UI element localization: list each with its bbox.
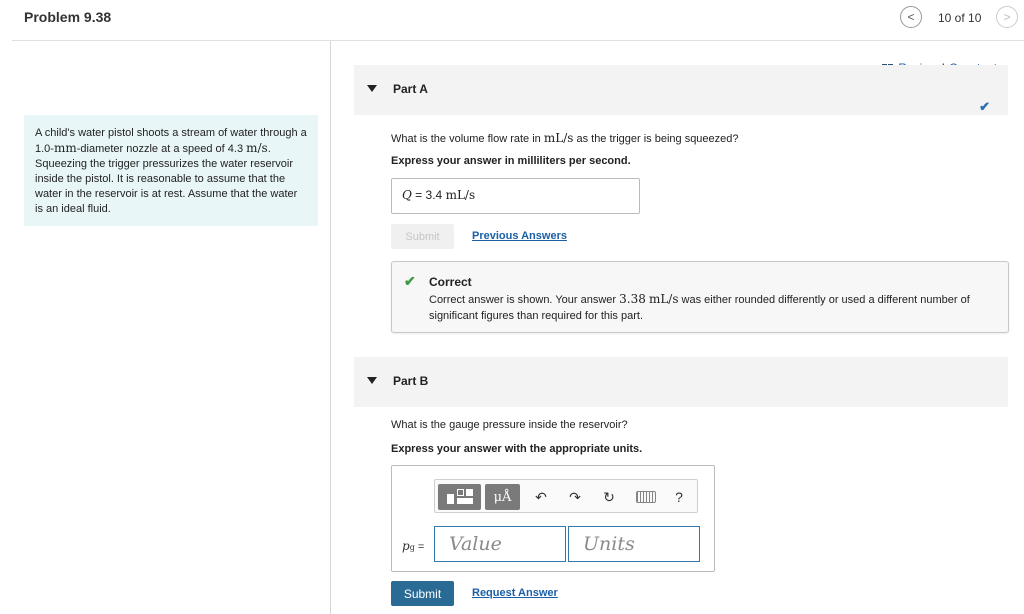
pg-equals: = <box>414 541 425 553</box>
request-answer-link[interactable]: Request Answer <box>472 587 558 599</box>
part-a-question-text-2: as the trigger is being squeezed? <box>573 133 739 145</box>
feedback-title: Correct <box>429 275 472 289</box>
redo-icon: ↷ <box>569 488 581 505</box>
answer-value: 3.4 <box>425 188 443 202</box>
problem-text-3: . Squeezing the trigger pressurizes the water reservoir inside the pistol. It is reasonable to assume that the water in the reservoir is at rest. Assume that the water is an ideal fluid. <box>35 143 298 215</box>
problem-text-1: A child's water pistol shoots a stream of water through a 1.0- <box>35 127 307 155</box>
collapse-triangle-icon[interactable] <box>367 85 377 92</box>
previous-problem-button[interactable] <box>900 6 922 28</box>
reset-icon: ↻ <box>603 488 615 505</box>
problem-text-2: -diameter nozzle at a speed of 4.3 <box>76 143 247 155</box>
answer-variable: Q <box>402 188 412 202</box>
reset-button[interactable] <box>597 484 621 510</box>
header-divider <box>12 40 1024 41</box>
templates-button[interactable] <box>438 484 481 510</box>
part-b-label: Part B <box>393 374 429 388</box>
part-a-submit-button: Submit <box>391 224 454 249</box>
answer-unit: mL/s <box>445 188 476 202</box>
part-a-label: Part A <box>393 82 428 96</box>
next-problem-button[interactable] <box>996 6 1018 28</box>
problem-unit-mm: mm <box>53 141 77 155</box>
units-button[interactable] <box>485 484 520 510</box>
problem-title: Problem 9.38 <box>24 9 112 25</box>
chevron-right-icon: > <box>1003 10 1011 24</box>
feedback-text-2: was either rounded differently or used a different number of significant figures than required for this part. <box>429 294 970 322</box>
column-divider <box>330 41 331 614</box>
answer-equals: = <box>411 188 426 202</box>
part-b-header[interactable] <box>354 357 1008 407</box>
part-a-instruction: Express your answer in milliliters per second. <box>391 155 631 167</box>
part-a-header[interactable] <box>354 65 1008 115</box>
feedback-unit: mL/s <box>648 292 679 306</box>
part-b-submit-button[interactable]: Submit <box>391 581 454 606</box>
math-toolbar <box>434 479 698 513</box>
templates-icon <box>445 488 475 506</box>
top-bar <box>0 0 1024 40</box>
gauge-pressure-label <box>402 539 424 553</box>
part-b-instruction: Express your answer with the appropriate units. <box>391 443 643 455</box>
part-a-question-unit: mL/s <box>543 131 574 145</box>
keyboard-icon <box>636 491 656 503</box>
pg-variable: p <box>402 539 410 553</box>
pg-subscript: g <box>409 543 415 552</box>
correct-check-icon: ✔ <box>404 273 416 289</box>
units-input[interactable] <box>568 526 700 562</box>
collapse-triangle-icon[interactable] <box>367 377 377 384</box>
problem-unit-speed: m/s <box>246 141 268 155</box>
units-icon: μÅ <box>493 489 512 505</box>
answer-editor <box>391 465 715 572</box>
keyboard-button[interactable] <box>633 484 659 510</box>
feedback-text-1: Correct answer is shown. Your answer <box>429 294 620 306</box>
part-a-question <box>391 131 739 145</box>
part-a-question-text-1: What is the volume flow rate in <box>391 133 544 145</box>
chevron-left-icon: < <box>907 10 915 24</box>
problem-counter: 10 of 10 <box>938 11 982 25</box>
undo-button[interactable] <box>529 484 553 510</box>
problem-statement <box>24 115 318 226</box>
feedback-body <box>429 291 1001 324</box>
correct-feedback-box <box>391 261 1009 333</box>
feedback-value: 3.38 <box>619 292 646 306</box>
help-button[interactable] <box>667 484 691 510</box>
help-icon: ? <box>675 489 683 505</box>
part-b-question: What is the gauge pressure inside the reservoir? <box>391 419 628 431</box>
part-a-answer-display <box>391 178 640 214</box>
redo-button[interactable] <box>563 484 587 510</box>
value-input[interactable] <box>434 526 566 562</box>
previous-answers-link[interactable]: Previous Answers <box>472 230 567 242</box>
checkmark-icon: ✔ <box>979 99 990 114</box>
undo-icon: ↶ <box>535 488 547 505</box>
